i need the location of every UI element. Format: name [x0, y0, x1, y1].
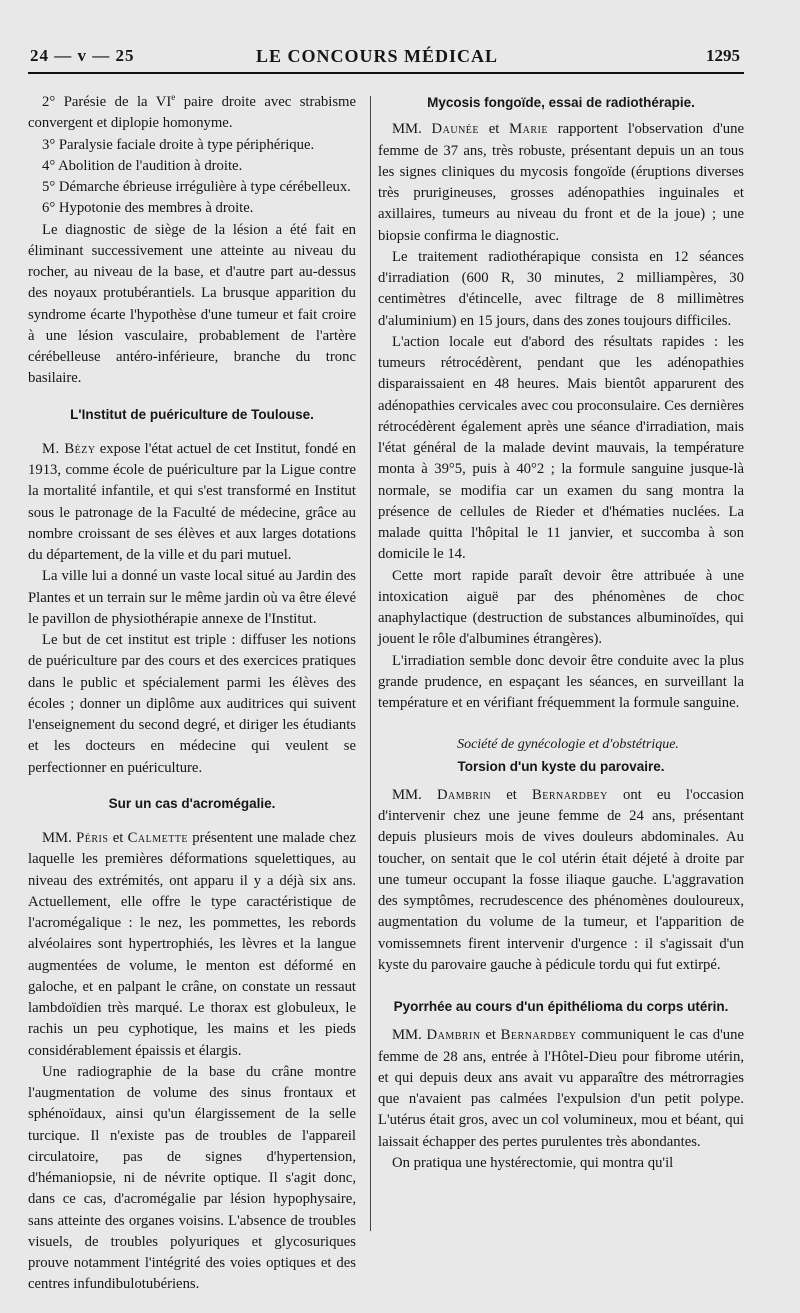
- author-name: Bernardbey: [500, 1027, 577, 1044]
- paragraph: La ville lui a donné un vaste local situé au Jardin des Plantes et un terrain sur le même jardin où va être élevé le pavillon de physiothérapie annexe de l'Institut.: [28, 568, 356, 627]
- column-divider: [370, 96, 371, 1231]
- paragraph: Cette mort rapide paraît devoir être attribuée à une intoxication aiguë par des phénomènes de choc anaphylactique (destruction de substances albuminoïdes, qui jouent le rôle d'albumines étrangères).: [378, 567, 744, 648]
- author-name: Péris: [76, 830, 109, 846]
- paragraph: Une radiographie de la base du crâne montre l'augmentation de volume des sinus frontaux et sphénoïdaux, ainsi qu'un élargissement de la selle turcique. Il n'existe pas de troubles de l'appareil circulatoire, pas de signes d'hypertension, d'hémaniopsie, ni de névrite optique. Il s'agit donc, dans ce cas, d'acromégalie par lésion hypophysaire, sans atteinte des organes voisins. L'absence de troubles visuels, de troubles polyuriques et glycosuriques prouve notamment l'intégrité des voies optiques et des centres infundibulotubériens.: [28, 1063, 356, 1293]
- section-title-mycosis: Mycosis fongoïde, essai de radiothérapie.: [427, 95, 695, 110]
- left-column: [28, 92, 356, 1296]
- section-title-torsion: Torsion d'un kyste du parovaire.: [457, 758, 665, 774]
- author-name: Dambrin: [426, 1027, 481, 1044]
- paragraph: MM. Péris et Calmette présentent une malade chez laquelle les premières déformations squelettiques, au niveau des extrémités, ont apparu il y a déjà six ans. Actuellement, elle offre le type caractéristique de l'acromégalique : le nez, les pommettes, les rebords alvéolaires sont hypertrophiés, les lèvres et la langue augmentées de volume, le menton est déformé en galoche, et en palpant le crâne, on constate un ressaut lambdoïdien très marqué. Le thorax est globuleux, le rachis un peu cyphotique, les mains et les pieds considérablement épaissis et élargis.: [28, 830, 356, 1059]
- section-title-pyorrhee: Pyorrhée au cours d'un épithélioma du corps utérin.: [393, 999, 729, 1014]
- author-name: M. Bézy: [42, 440, 96, 457]
- paragraph: MM. Dambrin et Bernardbey ont eu l'occasion d'intervenir chez une jeune femme de 24 ans, présentant depuis plusieurs mois de vives douleurs abdominales. Au toucher, on sentait que le col utérin était déjeté à droite par une tumeur occupant la fosse iliaque gauche. L'aggravation des symptômes, recrudescence des phénomènes douloureux, augmentation du volume de la tumeur, et l'apparition de vomissemnets firent intervenir d'urgence : il s'agissait d'un kyste du parovaire gauche à pédicule tordu qui fut extirpé.: [378, 786, 745, 973]
- page-header: [30, 44, 740, 70]
- page-number: 1295: [706, 46, 740, 65]
- author-name: Dambrin: [436, 786, 492, 803]
- section-title-acromegalie: Sur un cas d'acromégalie.: [108, 795, 276, 811]
- society-heading: Société de gynécologie et d'obstétrique.: [457, 737, 679, 753]
- list-item: 4° Abolition de l'audition à droite.: [42, 157, 243, 174]
- section-title-puericulture: L'Institut de puériculture de Toulouse.: [70, 406, 314, 422]
- author-name: Bernardbey: [531, 786, 608, 803]
- paragraph: MM. Daunée et Marie rapportent l'observation d'une femme de 37 ans, très robuste, présentant depuis un an tous les signes cliniques du mycosis fongoïde (éruptions diverses très prurigineuses, grosses adénopathies inguinales et axillaires, tumeurs au niveau du front et de la joue) ; une biopsie confirma le diagnostic.: [378, 121, 745, 244]
- author-name: Daunée: [431, 121, 480, 138]
- header-rule: [28, 72, 744, 74]
- author-name: Calmette: [127, 830, 189, 846]
- issue-date: 24 — v — 25: [30, 46, 135, 65]
- paragraph: L'irradiation semble donc devoir être conduite avec la plus grande prudence, en espaçant les séances, en surveillant la température et en vérifiant fréquemment la formule sanguine.: [378, 652, 744, 711]
- list-item: 6° Hypotonie des membres à droite.: [42, 200, 254, 217]
- right-column: [378, 92, 744, 1174]
- list-item: 3° Paralysie faciale droite à type périphérique.: [42, 136, 315, 153]
- paragraph: Le traitement radiothérapique consista en 12 séances d'irradiation (600 R, 30 minutes, 2 milliampères, 30 centimètres d'étincelle, avec filtrage de 8 millimètres d'aluminium) en 15 jours, dans des zones toujours difficiles.: [378, 248, 744, 329]
- paragraph: MM. Dambrin et Bernardbey communiquent le cas d'une femme de 28 ans, entrée à l'Hôtel-Dieu pour fibrome utérin, et qui depuis deux ans avait vu apparaître des métrorragies que n'avaient pas calmées l'expulsion d'un petit polype. L'utérus était gros, avec un col volumineux, mou et béant, qui laissait échapper des pertes purulentes très abondantes.: [378, 1027, 744, 1150]
- list-item: 2° Parésie de la VIe paire droite avec strabisme convergent et diplopie homonyme.: [28, 92, 356, 132]
- paragraph: On pratiqua une hystérectomie, qui montra qu'il: [392, 1154, 674, 1171]
- journal-title: LE CONCOURS MÉDICAL: [256, 46, 499, 66]
- paragraph: M. Bézy expose l'état actuel de cet Institut, fondé en 1913, comme école de puériculture par la Ligue contre la mortalité infantile, et qui s'est transformé en Institut sous le patronage de la Faculté de médecine, grâce au nombre croissant de ses élèves et aux larges dotations du département, de la ville et du pari mutuel.: [28, 440, 356, 563]
- list-item: 5° Démarche ébrieuse irrégulière à type cérébelleux.: [42, 179, 351, 195]
- paragraph: L'action locale eut d'abord des résultats rapides : les tumeurs rétrocédèrent, pendant que les adénopathies disparaissaient en 48 heures. Mais bientôt apparurent des adénopathies cervicales avec cou proconsulaire. Ces dernières rétrocédèrent également après une séance d'irradiation, mais l'état général de la malade devint mauvais, la température monta à 39°5, puis à 40°2 ; la formule sanguine jusque-là normale, se modifia car un examen du sang montra la présence de cellules de Rieder et d'hématies nuclées. La malade quitta l'hôpital le 11 janvier, et succomba à son domicile le 14.: [378, 333, 744, 563]
- author-name: Marie: [509, 121, 548, 138]
- paragraph: Le but de cet institut est triple : diffuser les notions de puériculture par des cours et des exercices pratiques dans le public et spécialement parmi les élèves des écoles ; donner un diplôme aux auditrices qui suivent l'enseignement du second degré, et diriger les étudiants et les docteurs en médecine qui veulent se perfectionner en puériculture.: [28, 632, 356, 776]
- paragraph-diagnostic: Le diagnostic de siège de la lésion a été fait en éliminant successivement une atteinte au niveau du rocher, au niveau de la base, et d'autre part au-dessus des noyaux protubérantiels. La brusque apparition du syndrome écarte l'hypothèse d'une tumeur et fait croire à une lésion vasculaire, probablement de l'artère cérébelleuse antéro-inférieure, branche du tronc basilaire.: [28, 221, 356, 387]
